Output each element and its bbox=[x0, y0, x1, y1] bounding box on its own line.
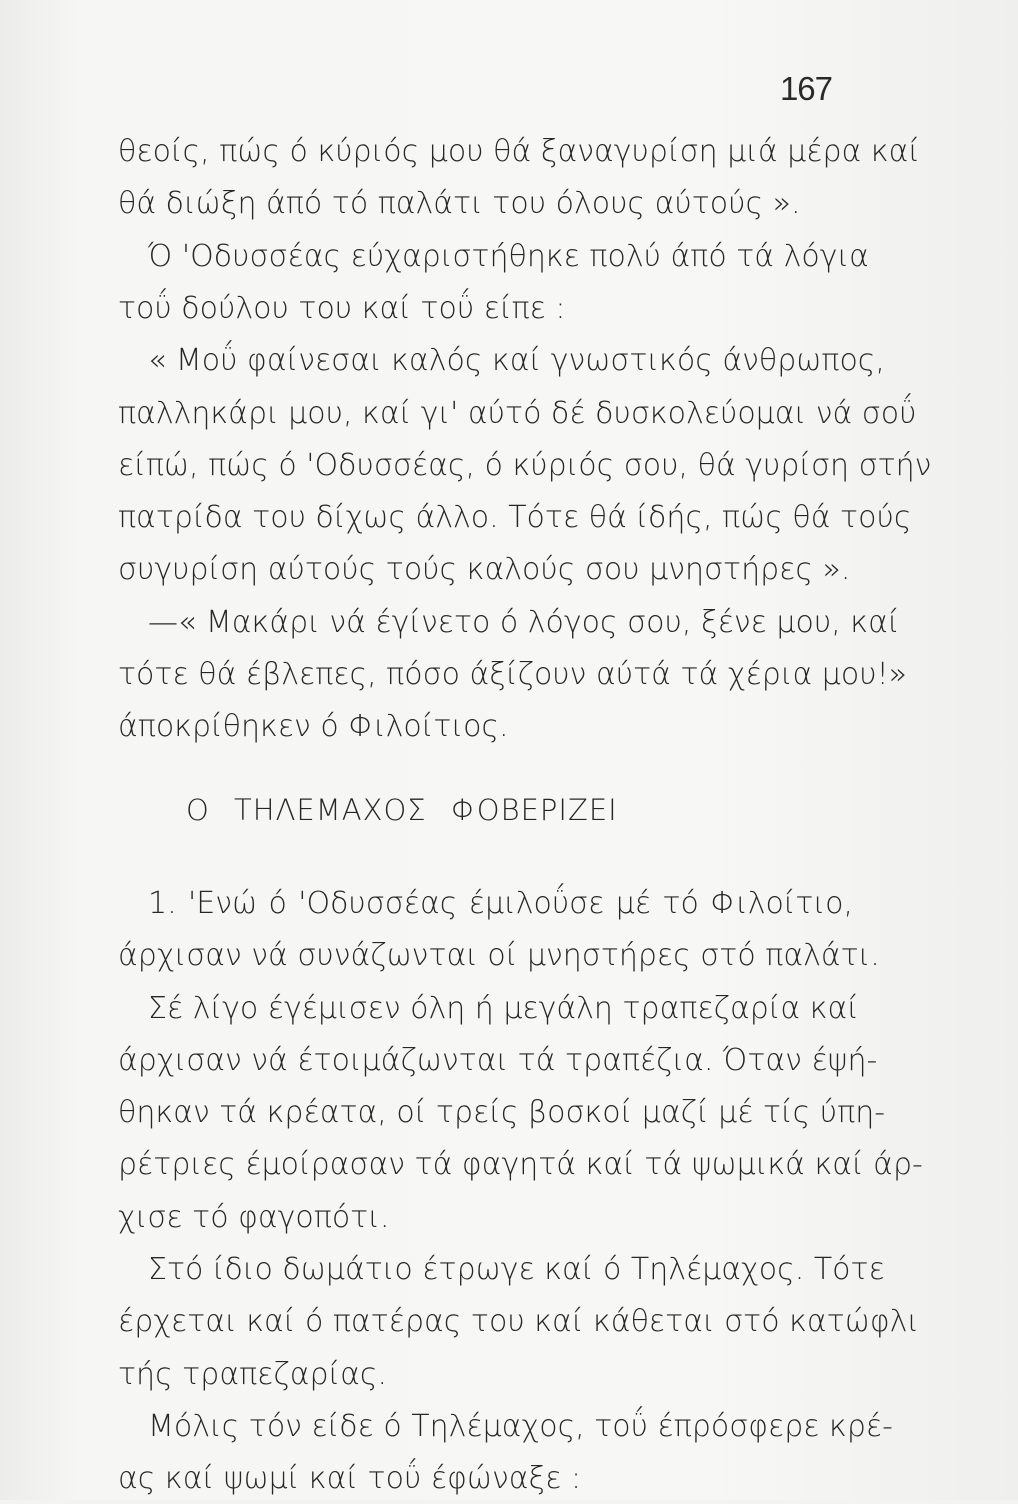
text-line: έρχεται καί ό πατέρας του καί κάθεται στό κατώφλι bbox=[118, 1304, 920, 1340]
text-line: παλληκάρι μου, καί γι' αύτό δέ δυσκολεύομαι νά σοΰ bbox=[118, 395, 917, 431]
text-line: άποκρίθηκεν ό Φιλοίτιος. bbox=[118, 709, 509, 745]
text-line: χισε τό φαγοπότι. bbox=[118, 1199, 390, 1235]
text-line: τής τραπεζαρίας. bbox=[118, 1356, 388, 1392]
text-line: συγυρίση αύτούς τούς καλούς σου μνηστήρες ». bbox=[118, 552, 851, 588]
text-line: τοΰ δούλου του καί τοΰ είπε : bbox=[118, 290, 566, 326]
text-line: —« Μακάρι νά έγίνετο ό λόγος σου, ξένε μου, καί bbox=[148, 604, 900, 640]
text-line: 1. 'Ενώ ό 'Οδυσσέας έμιλοΰσε μέ τό Φιλοίτιο, bbox=[148, 885, 853, 921]
text-line: Ό 'Οδυσσέας εύχαριστήθηκε πολύ άπό τά λόγια bbox=[148, 238, 869, 274]
text-line: πατρίδα του δίχως άλλο. Τότε θά ίδής, πώς θά τούς bbox=[118, 500, 912, 536]
text-line: τότε θά έβλεπες, πόσο άξίζουν αύτά τά χέρια μου!» bbox=[118, 657, 907, 692]
text-line: Μόλις τόν είδε ό Τηλέμαχος, τοΰ έπρόσφερε κρέ- bbox=[148, 1408, 893, 1444]
text-line: Στό ίδιο δωμάτιο έτρωγε καί ό Τηλέμαχος. Τότε bbox=[148, 1252, 885, 1287]
text-line: Σέ λίγο έγέμισεν όλη ή μεγάλη τραπεζαρία καί bbox=[148, 990, 859, 1026]
text-line: θά διώξη άπό τό παλάτι του όλους αύτούς ». bbox=[118, 186, 801, 222]
text-line: θεοίς, πώς ό κύριός μου θά ξαναγυρίση μιά μέρα καί bbox=[118, 134, 921, 169]
text-line: « Μοΰ φαίνεσαι καλός καί γνωστικός άνθρωπος, bbox=[148, 343, 885, 379]
text-line: είπώ, πώς ό 'Οδυσσέας, ό κύριός σου, θά γυρίση στήν bbox=[118, 447, 932, 483]
text-line: θηκαν τά κρέατα, οί τρείς βοσκοί μαζί μέ τίς ύπη- bbox=[118, 1095, 886, 1131]
text-line: άρχισαν νά έτοιμάζωνται τά τραπέζια. Όταν έψή- bbox=[118, 1042, 878, 1078]
page-number: 167 bbox=[779, 70, 832, 107]
text-line: ας καί ψωμί καί τοΰ έφώναξε : bbox=[118, 1461, 582, 1497]
section-heading: Ο ΤΗΛΕΜΑΧΟΣ ΦΟΒΕΡΙΖΕΙ bbox=[186, 792, 618, 827]
text-line: άρχισαν νά συνάζωνται οί μνηστήρες στό παλάτι. bbox=[118, 938, 880, 974]
text-line: ρέτριες έμοίρασαν τά φαγητά καί τά ψωμικά καί άρ- bbox=[118, 1147, 923, 1183]
